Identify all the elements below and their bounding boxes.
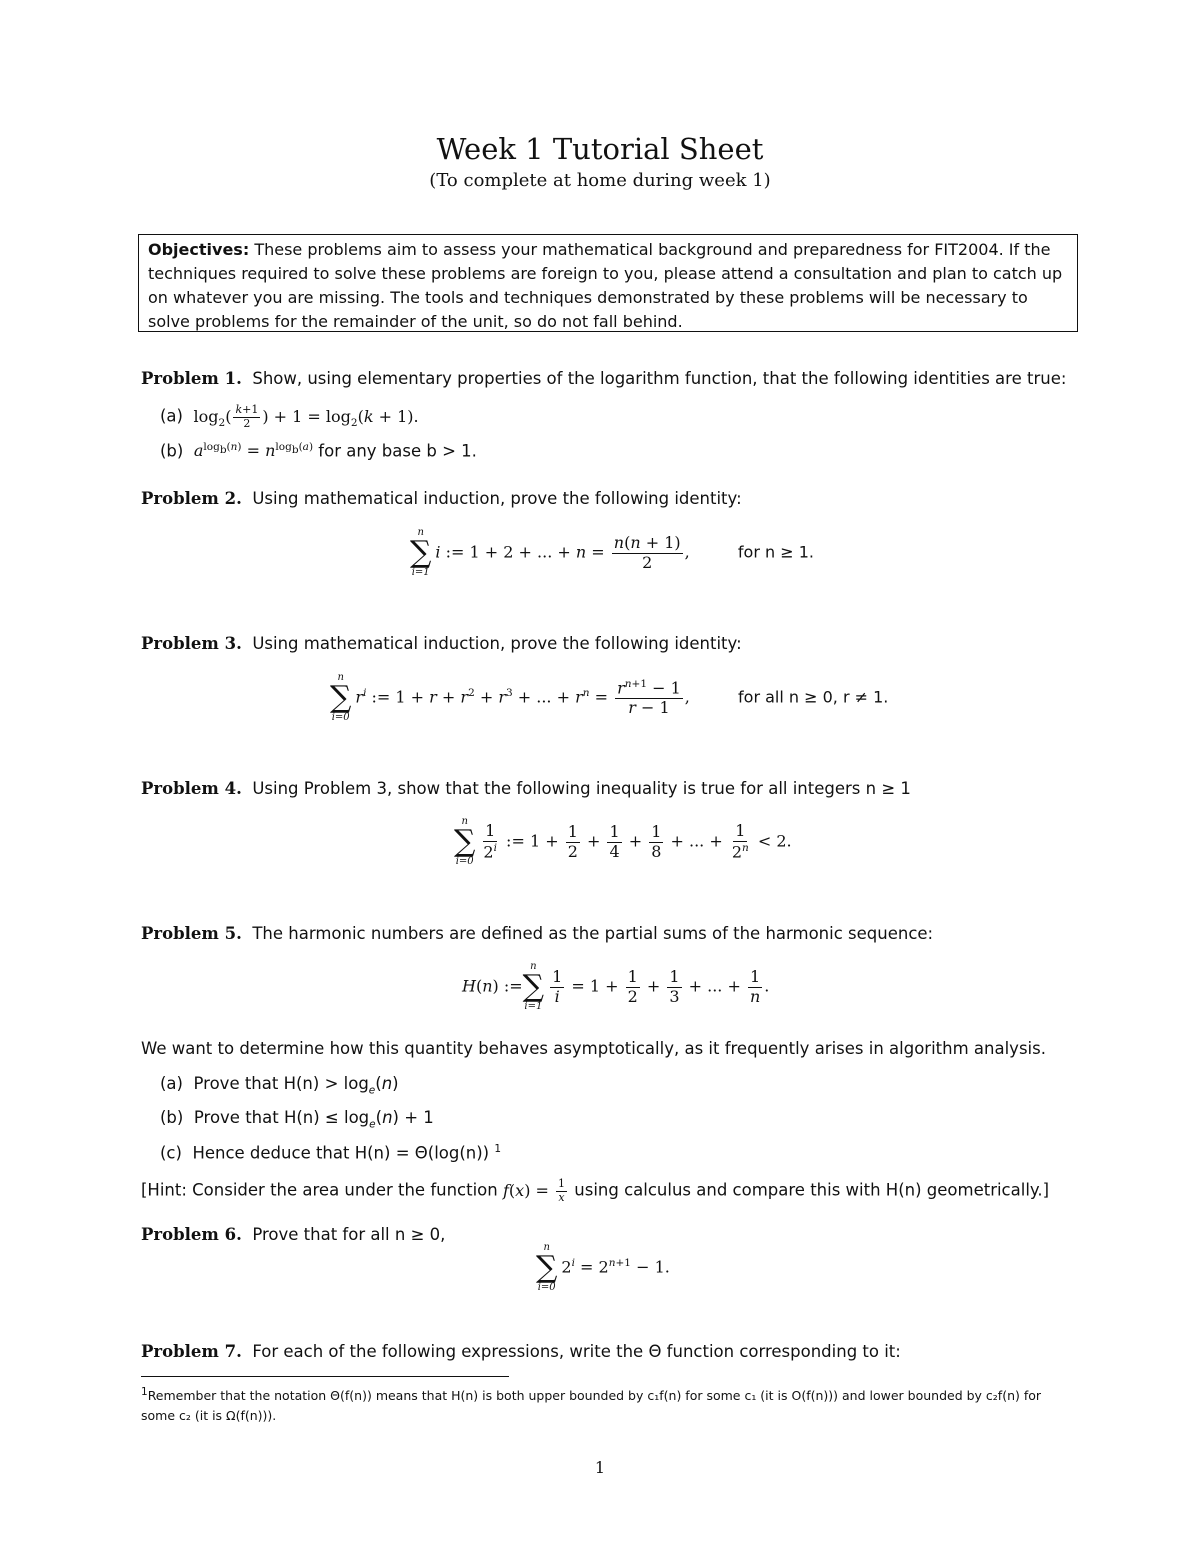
page-title: Week 1 Tutorial Sheet bbox=[436, 132, 764, 166]
problem-2 bbox=[141, 489, 742, 508]
problem-7-label: Problem 7. bbox=[141, 1342, 242, 1361]
hint-suffix: using calculus and compare this with H(n) geometrically.] bbox=[574, 1180, 1050, 1200]
equation-geometric-sum: n ∑ i=0 $r^i$ := $1 + r + r^2 + r^3$ + ... + $r^n$ = $\frac{r^{n+1} - 1}{r - 1}$ , for all n ≥ 0, r ≠ 1. bbox=[330, 672, 889, 723]
equation-harmonic: H(n) := n ∑ i=1 $\frac{1}{i}$ = 1 + $\frac{1}{2}$ + $\frac{1}{3}$ + ... + $\frac{1}{n}$ . bbox=[462, 961, 770, 1012]
problem-7 bbox=[141, 1342, 901, 1361]
problem-5-item-c: (c) Hence deduce that H(n) = Θ(log(n)) $^1$ bbox=[160, 1143, 502, 1163]
problem-6-text: Prove that for all n ≥ 0, bbox=[252, 1225, 446, 1244]
problem-5-hint: [Hint: Consider the area under the function f(x) = $\frac{1}{x}$ using calculus and compare this with H(n) geometrically.] bbox=[141, 1177, 1050, 1204]
problem-5 bbox=[141, 924, 933, 943]
objectives-box bbox=[138, 234, 1078, 332]
item-b-suffix: for any base b > 1. bbox=[318, 441, 477, 461]
footnote-divider bbox=[141, 1376, 509, 1377]
equation-power-sum: n ∑ i=0 $2^i = 2^{n+1} - 1$. bbox=[536, 1242, 670, 1293]
hint-prefix: [Hint: Consider the area under the function bbox=[141, 1180, 498, 1200]
item-c-label: (c) bbox=[160, 1143, 182, 1163]
problem-3-text: Using mathematical induction, prove the following identity: bbox=[252, 634, 742, 653]
item-b-label: (b) bbox=[160, 1108, 184, 1127]
problem-6 bbox=[141, 1225, 445, 1244]
item-a-label: (a) bbox=[160, 406, 183, 426]
problem-4 bbox=[141, 779, 911, 798]
problem-5-item-b: (b) Prove that $H(n) \le \log_e(n) + 1$ bbox=[160, 1108, 434, 1131]
problem-4-text: Using Problem 3, show that the following inequality is true for all integers n ≥ 1 bbox=[252, 779, 911, 798]
log-identity-b: $a^{log_b(n)} = n^{log_b(a)}$ bbox=[193, 441, 314, 461]
problem-1-item-a bbox=[160, 404, 419, 430]
problem-1 bbox=[141, 369, 1066, 388]
problem-3-label: Problem 3. bbox=[141, 634, 242, 653]
footnote-text: Remember that the notation Θ(f(n)) means that H(n) is both upper bounded by c₁f(n) for some c₁ (it is O(f(n))) and lower bounded by c₂f(n) for some c₂ (it is Ω(f(n))). bbox=[141, 1388, 1042, 1424]
problem-4-label: Problem 4. bbox=[141, 779, 242, 798]
problem-1-text: Show, using elementary properties of the logarithm function, that the following identities are true: bbox=[252, 369, 1067, 388]
footnote: $^1$Remember that the notation Θ(f(n)) means that H(n) is both upper bounded by c₁f(n) for some c₁ (it is O(f(n))) and lower bounded by c₂f(n) for some c₂ (it is Ω(f(n))). bbox=[141, 1386, 1042, 1424]
page-number: 1 bbox=[594, 1458, 606, 1477]
equation-condition: for n ≥ 1. bbox=[737, 542, 814, 562]
problem-1-label: Problem 1. bbox=[141, 369, 242, 388]
item-b-text: Prove that H(n) ≤ log bbox=[193, 1108, 370, 1127]
objectives-text: These problems aim to assess your mathematical background and preparedness for FIT2004. If the techniques required to solve these problems are foreign to you, please attend a consultation and plan to catch up on whatever you are missing. The tools and techniques demonstrated by these problems will be necessary to solve problems for the remainder of the unit, so do not fall behind. bbox=[148, 240, 1063, 331]
page-subtitle: (To complete at home during week 1) bbox=[429, 170, 771, 191]
log-identity-a: $\log_2$( $\frac{k+1}{2}$ ) + $1 = \log_2(k + 1)$. bbox=[193, 403, 419, 430]
item-c-text: Hence deduce that H(n) = Θ(log(n)) bbox=[192, 1143, 490, 1163]
objectives-label: Objectives: bbox=[148, 240, 250, 259]
problem-6-label: Problem 6. bbox=[141, 1225, 242, 1244]
problem-7-text: For each of the following expressions, write the Θ function corresponding to it: bbox=[252, 1342, 901, 1361]
equation-inequality: n ∑ i=0 $\frac{1}{2^i}$ := 1 + $\frac{1}{2}$ + $\frac{1}{4}$ + $\frac{1}{8}$ + ... + $\frac{1}{2^n}$ < 2. bbox=[454, 816, 792, 867]
problem-5-item-a: (a) Prove that $H(n) > \log_e(n)$ bbox=[160, 1074, 399, 1097]
equation-condition: for all n ≥ 0, r ≠ 1. bbox=[738, 687, 889, 707]
item-a-text: Prove that H(n) > log bbox=[193, 1074, 369, 1093]
problem-5-label: Problem 5. bbox=[141, 924, 242, 943]
problem-1-item-b bbox=[160, 441, 477, 460]
item-a-label: (a) bbox=[160, 1074, 183, 1093]
problem-2-label: Problem 2. bbox=[141, 489, 242, 508]
problem-3 bbox=[141, 634, 742, 653]
problem-5-intro: We want to determine how this quantity behaves asymptotically, as it frequently arises in algorithm analysis. bbox=[141, 1039, 1046, 1058]
equation-sum-i: n ∑ i=1 i := 1 + 2 + ... + n = $\frac{n(n + 1)}{2}$ , for n ≥ 1. bbox=[410, 527, 814, 578]
problem-2-text: Using mathematical induction, prove the following identity: bbox=[252, 489, 742, 508]
problem-5-text: The harmonic numbers are defined as the partial sums of the harmonic sequence: bbox=[252, 924, 934, 943]
item-b-label: (b) bbox=[160, 441, 184, 461]
